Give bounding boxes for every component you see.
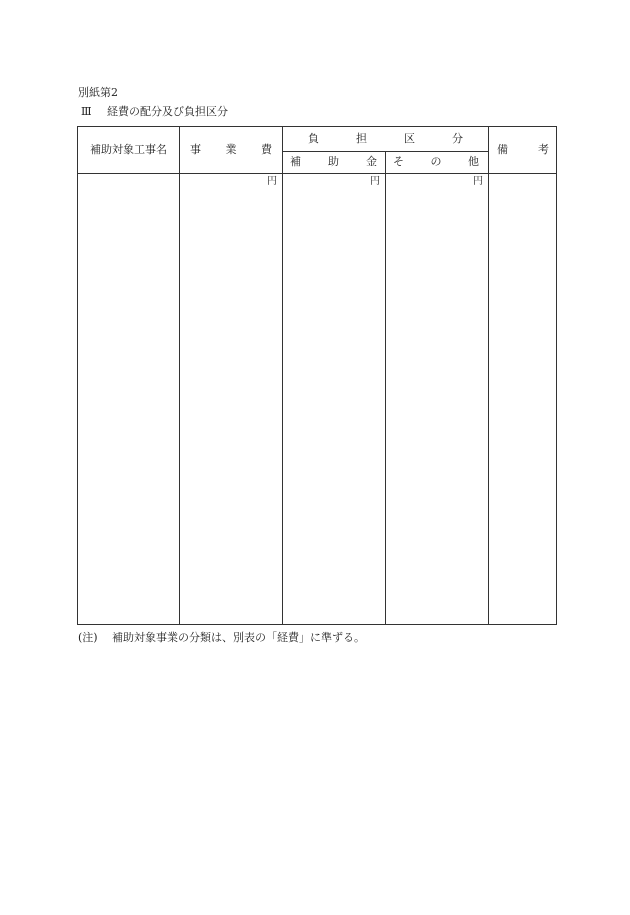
unit-cost: 円 bbox=[267, 176, 277, 187]
footnote bbox=[78, 631, 365, 645]
header-other-char: そ bbox=[393, 155, 404, 168]
cost-allocation-table bbox=[77, 126, 557, 625]
header-subsidy-char: 補 bbox=[290, 155, 301, 168]
header-burden-char: 区 bbox=[404, 132, 415, 145]
section-number: Ⅲ bbox=[81, 105, 92, 118]
section-title bbox=[78, 105, 228, 119]
header-other bbox=[393, 151, 479, 173]
header-burden-char: 担 bbox=[356, 132, 367, 145]
header-bottom-divider bbox=[78, 173, 556, 174]
header-remarks-char: 考 bbox=[538, 143, 549, 156]
header-burden bbox=[308, 127, 463, 151]
header-subsidy bbox=[290, 151, 377, 173]
column-divider bbox=[179, 127, 180, 624]
header-cost-char: 事 bbox=[190, 143, 201, 156]
header-cost-char: 業 bbox=[225, 143, 237, 156]
column-divider bbox=[282, 127, 283, 624]
column-divider bbox=[488, 127, 489, 624]
header-subsidy-char: 助 bbox=[328, 155, 339, 168]
column-divider bbox=[385, 151, 386, 624]
header-other-char: 他 bbox=[468, 155, 479, 168]
footnote-mark: (注) bbox=[78, 631, 98, 644]
unit-subsidy: 円 bbox=[370, 176, 380, 187]
header-burden-char: 負 bbox=[308, 132, 319, 145]
footnote-text: 補助対象事業の分類は、別表の「経費」に準ずる。 bbox=[112, 631, 365, 644]
header-remarks-char: 備 bbox=[497, 143, 508, 156]
header-other-char: の bbox=[430, 155, 442, 168]
document-label: 別紙第2 bbox=[78, 86, 118, 99]
header-cost-char: 費 bbox=[261, 143, 272, 156]
header-cost bbox=[190, 127, 272, 173]
section-title-text: 経費の配分及び負担区分 bbox=[107, 105, 228, 118]
header-burden-char: 分 bbox=[452, 132, 463, 145]
header-work-name: 補助対象工事名 bbox=[90, 143, 167, 156]
header-subsidy-char: 金 bbox=[366, 155, 377, 168]
unit-other: 円 bbox=[473, 176, 483, 187]
header-remarks bbox=[497, 127, 549, 173]
